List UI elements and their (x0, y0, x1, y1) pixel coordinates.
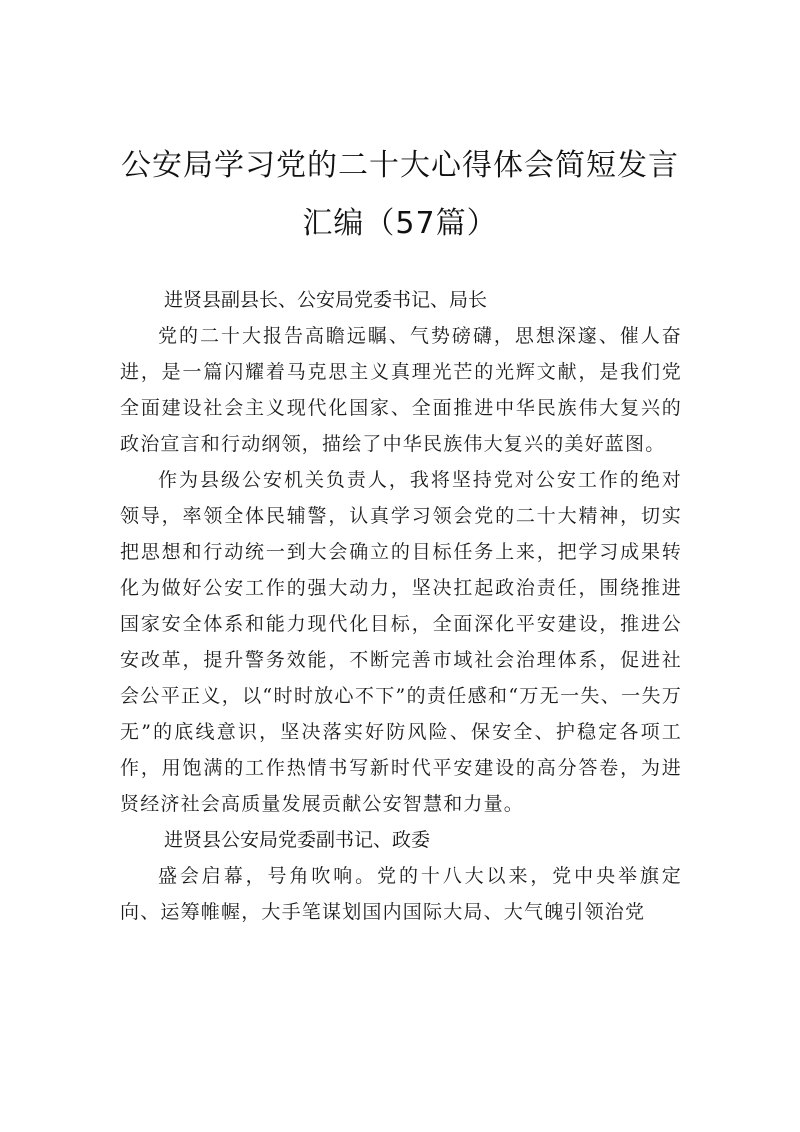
section-2 (120, 822, 682, 930)
section-heading: 进贤县副县长、公安局党委书记、局长 (164, 289, 488, 311)
document-title-line-1: 公安局学习党的二十大心得体会简短发言 (121, 148, 679, 183)
document-body (120, 282, 682, 930)
section-heading: 进贤县公安局党委副书记、政委 (164, 829, 431, 851)
paragraph: 作为县级公安机关负责人，我将坚持党对公安工作的绝对领导，率领全体民辅警，认真学习领会党的二十大精神，切实把思想和行动统一到大会确立的目标任务上来，把学习成果转化为做好公安工作的强大动力，坚决扛起政治责任，围绕推进国家安全体系和能力现代化目标，全面深化平安建设，推进公安改革，提升警务效能，不断完善市域社会治理体系，促进社会公平正义，以“时时放心不下”的责任感和“万无一失、一失万无”的底线意识，坚决落实好防风险、保安全、护稳定各项工作，用饱满的工作热情书写新时代平安建设的高分答卷，为进贤经济社会高质量发展贡献公安智慧和力量。 (120, 469, 682, 815)
section-1 (120, 282, 682, 822)
document-title-line-2: 汇编（57篇） (302, 206, 498, 241)
paragraph: 党的二十大报告高瞻远瞩、气势磅礴，思想深邃、催人奋进，是一篇闪耀着马克思主义真理光芒的光辉文献，是我们党全面建设社会主义现代化国家、全面推进中华民族伟大复兴的政治宣言和行动纲领，描绘了中华民族伟大复兴的美好蓝图。 (120, 325, 682, 455)
paragraph: 盛会启幕，号角吹响。党的十八大以来，党中央举旗定向、运筹帷幄，大手笔谋划国内国际大局、大气魄引领治党 (120, 865, 682, 923)
